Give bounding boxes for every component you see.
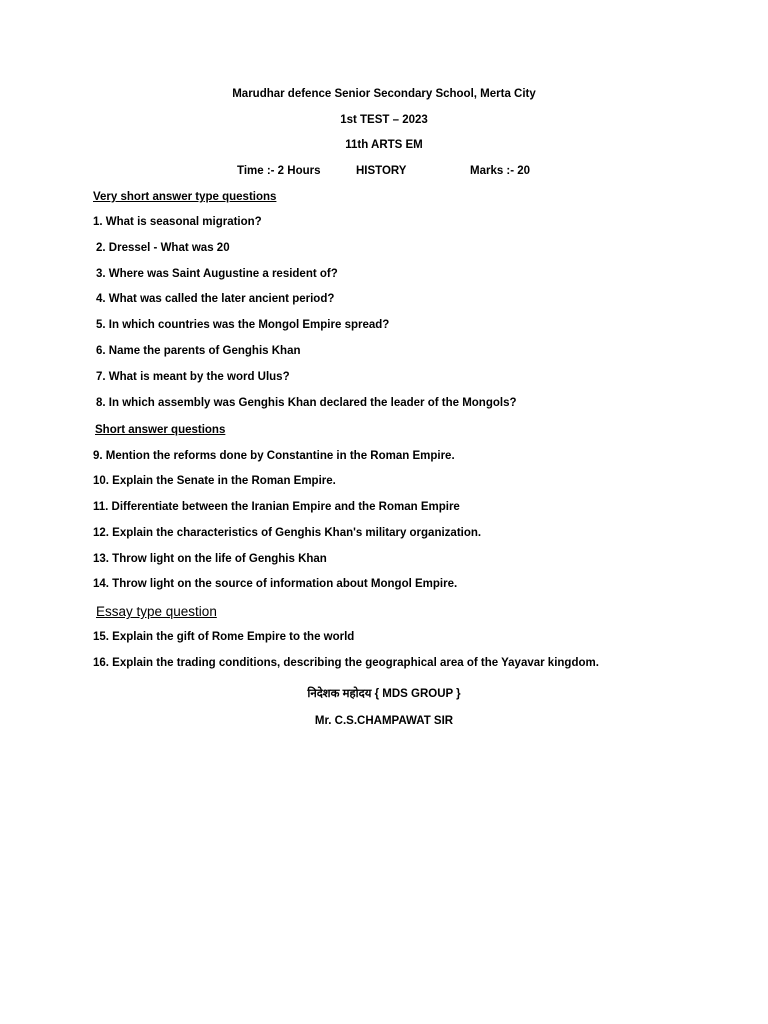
question-7: 7. What is meant by the word Ulus? [96, 371, 290, 383]
teacher-name: Mr. C.S.CHAMPAWAT SIR [314, 715, 454, 727]
question-3: 3. Where was Saint Augustine a resident of? [96, 268, 338, 280]
question-1: 1. What is seasonal migration? [93, 216, 262, 228]
school-name: Marudhar defence Senior Secondary School, Merta City [232, 88, 536, 100]
question-2: 2. Dressel - What was 20 [96, 242, 230, 254]
question-13: 13. Throw light on the life of Genghis Khan [93, 553, 327, 565]
question-5: 5. In which countries was the Mongol Empire spread? [96, 319, 390, 331]
section-heading-short: Short answer questions [95, 424, 226, 436]
question-16: 16. Explain the trading conditions, describing the geographical area of the Yayavar kingdom. [93, 657, 599, 669]
class-label: 11th ARTS EM [345, 139, 423, 151]
question-15: 15. Explain the gift of Rome Empire to the world [93, 631, 355, 643]
question-4: 4. What was called the later ancient period? [96, 293, 335, 305]
marks-label: Marks :- 20 [470, 165, 531, 177]
section-heading-very-short: Very short answer type questions [93, 191, 277, 203]
director-line: निदेशक महोदय { MDS GROUP } [307, 688, 461, 700]
question-8: 8. In which assembly was Genghis Khan declared the leader of the Mongols? [96, 397, 517, 409]
question-14: 14. Throw light on the source of information about Mongol Empire. [93, 578, 458, 590]
section-heading-essay: Essay type question [96, 604, 217, 619]
question-9: 9. Mention the reforms done by Constantine in the Roman Empire. [93, 450, 455, 462]
question-10: 10. Explain the Senate in the Roman Empire. [93, 475, 336, 487]
test-title: 1st TEST – 2023 [340, 114, 428, 126]
time-label: Time :- 2 Hours [237, 165, 321, 177]
question-12: 12. Explain the characteristics of Genghis Khan's military organization. [93, 527, 482, 539]
question-6: 6. Name the parents of Genghis Khan [96, 345, 301, 357]
question-11: 11. Differentiate between the Iranian Empire and the Roman Empire [93, 501, 460, 513]
subject-label: HISTORY [356, 165, 407, 177]
